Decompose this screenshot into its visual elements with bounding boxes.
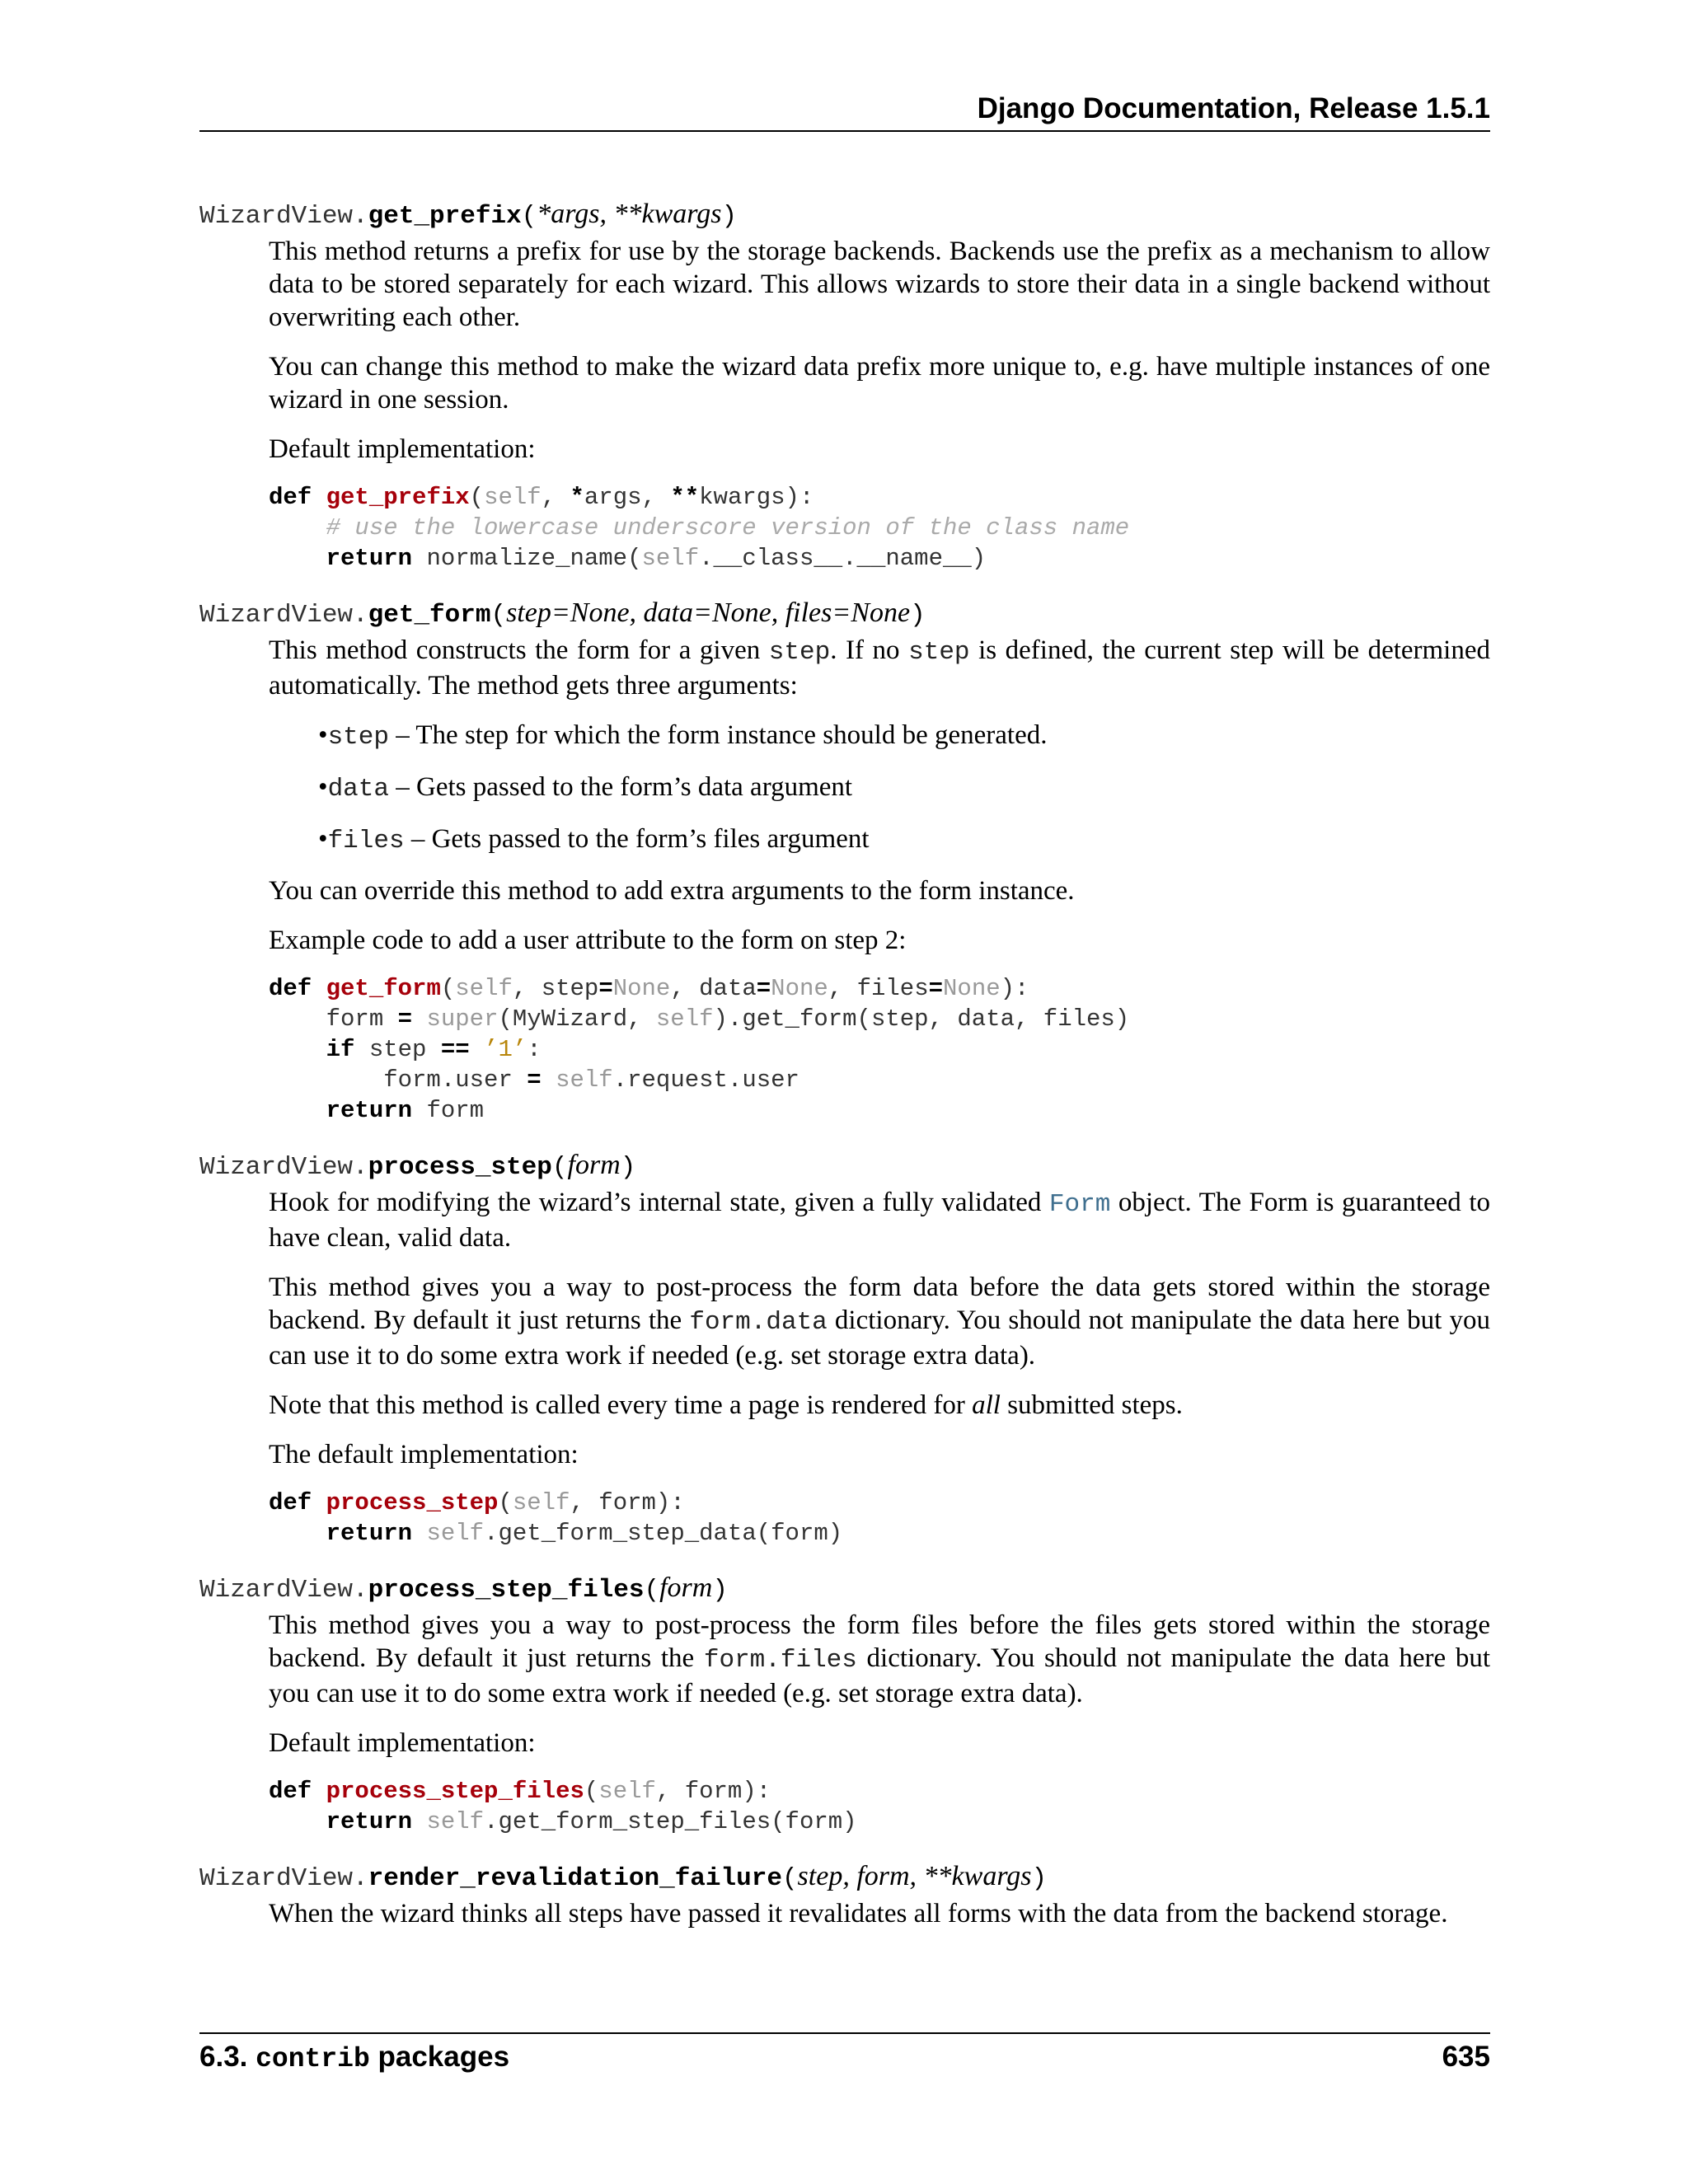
method-signature: WizardView.get_prefix(*args, **kwargs): [199, 199, 738, 231]
page-content: [199, 198, 1490, 1953]
paragraph: When the wizard thinks all steps have passed it revalidates all forms with the data from the backend storage.: [269, 1899, 1448, 1929]
footer-rule: [199, 2032, 1490, 2034]
code-block: def get_prefix(self, *args, **kwargs): # use the lowercase underscore version of the class name return normalize_name(self.__class__.__name__): [269, 484, 1130, 572]
paragraph: Note that this method is called every time a page is rendered for all submitted steps.: [269, 1390, 1183, 1420]
method-process-step: [199, 1149, 1490, 1549]
list-item: • files – Gets passed to the form’s files argument: [318, 823, 1490, 858]
form-link[interactable]: Form: [1048, 1190, 1111, 1219]
paragraph: This method constructs the form for a given step. If no step is defined, the current step will be determined automatically. The method gets three arguments:: [269, 635, 1490, 701]
paragraph: You can change this method to make the wizard data prefix more unique to, e.g. have multiple instances of one wizard in one session.: [269, 352, 1490, 415]
paragraph: This method returns a prefix for use by the storage backends. Backends use the prefix as a mechanism to allow data to be stored separately for each wizard. This allows wizards to store their data in a single backend without overwriting each other.: [269, 237, 1490, 332]
class-name: WizardView.: [199, 1576, 368, 1605]
method-signature: WizardView.process_step(form): [199, 1150, 636, 1182]
class-name: WizardView.: [199, 1864, 368, 1893]
method-params: *args, **kwargs: [537, 199, 722, 229]
list-item: • step – The step for which the form instance should be generated.: [318, 719, 1490, 754]
paragraph: Default implementation:: [269, 1728, 536, 1758]
header-rule: [199, 130, 1490, 132]
method-params: form: [567, 1150, 621, 1180]
method-process-step-files: [199, 1572, 1490, 1837]
method-name[interactable]: get_form: [368, 601, 491, 630]
method-params: step, form, **kwargs: [797, 1861, 1032, 1891]
paragraph: You can override this method to add extra arguments to the form instance.: [269, 876, 1075, 906]
code-block: def get_form(self, step=None, data=None, files=None): form = super(MyWizard, self).get_form(step, data, files) if step == ’1’: form.user = self.request.user return form: [269, 975, 1130, 1124]
method-signature: WizardView.render_revalidation_failure(step, form, **kwargs): [199, 1861, 1048, 1893]
method-render-revalidation-failure: [199, 1860, 1490, 1930]
method-name[interactable]: get_prefix: [368, 202, 522, 231]
page-footer: [199, 2041, 1490, 2074]
paragraph: This method gives you a way to post-process the form data before the data gets stored within the storage backend. By default it just returns the form.data dictionary. You should not manipulate the data here but you can use it to do some extra work if needed (e.g. set storage extra data).: [269, 1272, 1490, 1371]
method-params: step=None, data=None, files=None: [506, 598, 911, 628]
paragraph: Hook for modifying the wizard’s internal state, given a fully validated Form object. The Form is guaranteed to have clean, valid data.: [269, 1188, 1490, 1253]
method-name[interactable]: render_revalidation_failure: [368, 1864, 782, 1893]
class-name: WizardView.: [199, 202, 368, 231]
paragraph: The default implementation:: [269, 1440, 579, 1469]
paragraph: Default implementation:: [269, 434, 536, 464]
code-block: def process_step_files(self, form): return self.get_form_step_files(form): [269, 1778, 857, 1835]
paragraph: Example code to add a user attribute to the form on step 2:: [269, 926, 907, 955]
method-name[interactable]: process_step_files: [368, 1576, 645, 1605]
paragraph: This method gives you a way to post-process the form files before the files gets stored within the storage backend. By default it just returns the form.files dictionary. You should not manipulate the data here but you can use it to do some extra work if needed (e.g. set storage extra data).: [269, 1610, 1490, 1708]
running-header: Django Documentation, Release 1.5.1: [977, 92, 1490, 124]
class-name: WizardView.: [199, 1153, 368, 1182]
section-label: 6.3. contrib packages: [199, 2041, 510, 2074]
class-name: WizardView.: [199, 601, 368, 630]
method-get-prefix: [199, 198, 1490, 574]
method-name[interactable]: process_step: [368, 1153, 552, 1182]
method-signature: WizardView.get_form(step=None, data=None, files=None): [199, 598, 926, 630]
list-item: • data – Gets passed to the form’s data argument: [318, 771, 1490, 806]
code-block: def process_step(self, form): return self.get_form_step_data(form): [269, 1489, 843, 1547]
page-number: 635: [1442, 2041, 1490, 2073]
argument-list: [318, 719, 1490, 858]
method-signature: WizardView.process_step_files(form): [199, 1572, 728, 1605]
method-get-form: [199, 597, 1490, 1126]
method-params: form: [659, 1572, 713, 1603]
